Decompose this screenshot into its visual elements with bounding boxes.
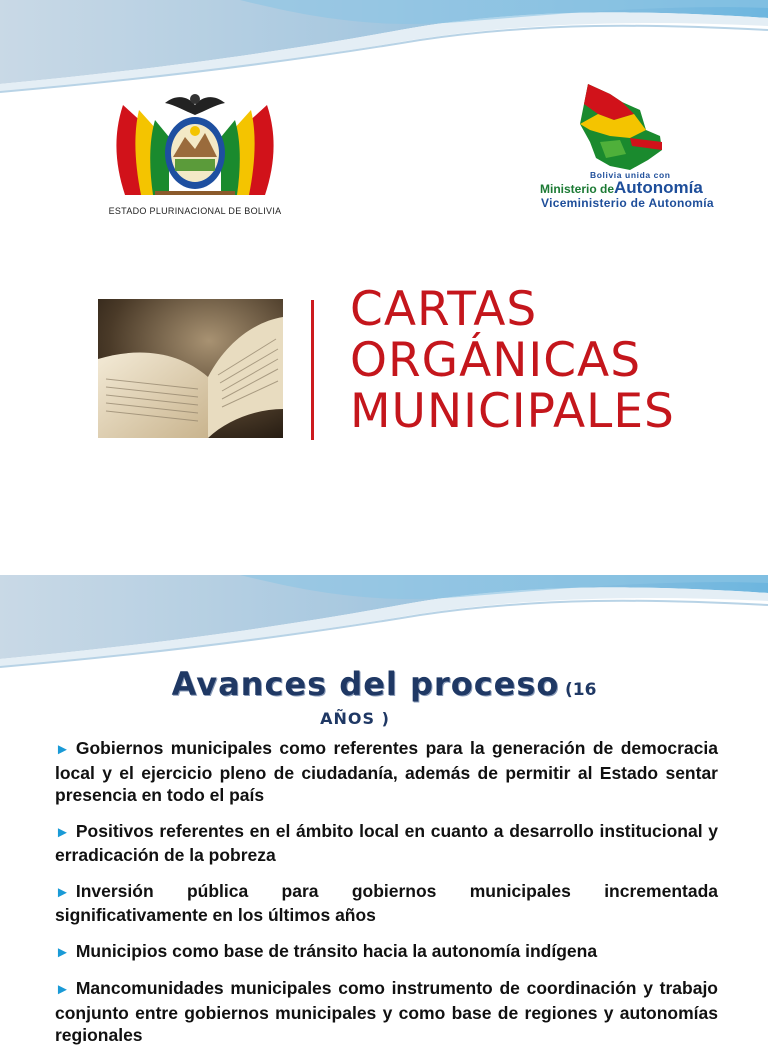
triangle-bullet-icon: ► bbox=[55, 981, 70, 998]
list-item-text: Gobiernos municipales como referentes para la generación de democracia local y el ejercicio pleno de ciudadanía, además de permitir al Estado sentar presencia en todo el país bbox=[55, 738, 718, 805]
list-item-text: Positivos referentes en el ámbito local en cuanto a desarrollo institucional y erradicación de la pobreza bbox=[55, 820, 718, 865]
cover-title-line-1: CARTAS bbox=[350, 282, 538, 337]
list-item bbox=[55, 940, 718, 965]
bolivia-coat-of-arms-icon bbox=[105, 75, 285, 207]
section-title-main: Avances del proceso bbox=[171, 665, 560, 703]
triangle-bullet-icon: ► bbox=[55, 883, 70, 901]
cover-title-line-2: ORGÁNICAS bbox=[350, 333, 642, 388]
cover-title bbox=[350, 284, 675, 437]
list-item bbox=[55, 820, 718, 867]
title-divider bbox=[311, 300, 314, 440]
list-item-text: Inversión pública para gobiernos municipales incrementada significativamente en los últimos años bbox=[55, 880, 718, 925]
triangle-bullet-icon: ► bbox=[55, 741, 70, 758]
triangle-bullet-icon: ► bbox=[55, 943, 70, 961]
progress-slide bbox=[0, 575, 768, 1045]
section-title-note-end: AÑOS ) bbox=[320, 709, 390, 728]
ministry-name bbox=[540, 178, 703, 198]
list-item bbox=[55, 880, 718, 927]
list-item bbox=[55, 977, 718, 1047]
crest-caption: ESTADO PLURINACIONAL DE BOLIVIA bbox=[108, 206, 282, 216]
ministry-tagline: Bolivia unida con bbox=[590, 170, 671, 180]
list-item-text: Municipios como base de tránsito hacia la autonomía indígena bbox=[75, 940, 598, 961]
open-book-photo bbox=[98, 299, 283, 438]
list-item bbox=[55, 737, 718, 807]
bolivia-map-logo-icon bbox=[570, 80, 670, 172]
progress-bullet-list bbox=[55, 737, 718, 1060]
triangle-bullet-icon: ► bbox=[55, 823, 70, 841]
ministry-name-main: Autonomía bbox=[614, 178, 703, 197]
section-title bbox=[0, 665, 768, 703]
section-title-note: (16 bbox=[564, 680, 597, 700]
cover-title-line-3: MUNICIPALES bbox=[350, 384, 675, 439]
viceministry-name: Viceministerio de Autonomía bbox=[541, 196, 714, 210]
ministry-name-prefix: Ministerio de bbox=[540, 182, 615, 196]
list-item-text: Mancomunidades municipales como instrumento de coordinación y trabajo conjunto entre gobiernos municipales y como base de regiones y autonomías regionales bbox=[55, 978, 718, 1045]
